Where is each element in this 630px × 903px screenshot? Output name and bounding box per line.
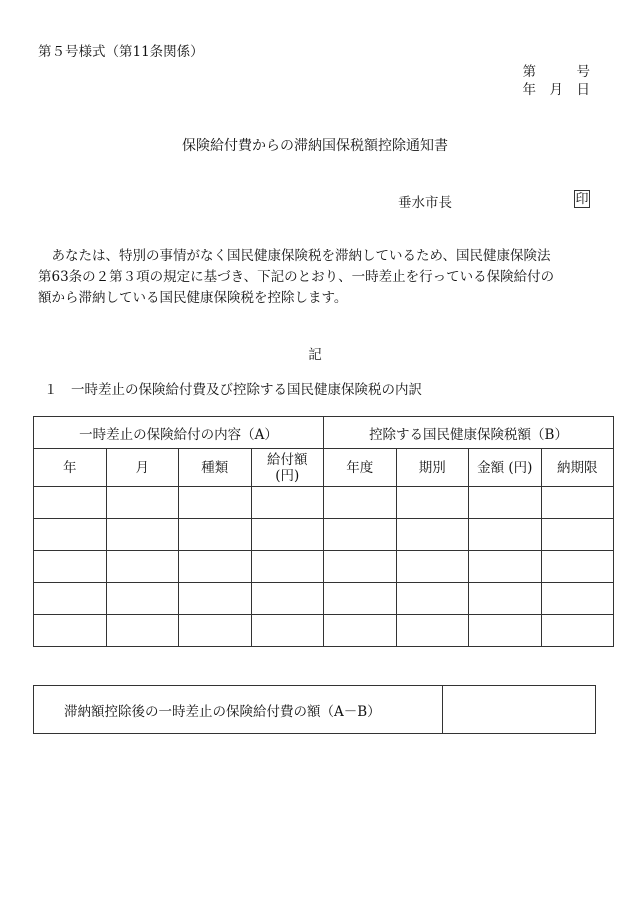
section-heading: １ 一時差止の保険給付費及び控除する国民健康保険税の内訳 bbox=[44, 382, 422, 398]
table-cell bbox=[179, 583, 252, 615]
col-header-amount: 金額 (円) bbox=[469, 449, 542, 487]
notice-body-line: 第63条の２第３項の規定に基づき、下記のとおり、一時差止を行っている保険給付の bbox=[38, 269, 555, 285]
table-column-header-row bbox=[34, 449, 614, 487]
table-cell bbox=[34, 551, 107, 583]
table-cell bbox=[251, 615, 324, 647]
table-row bbox=[34, 487, 614, 519]
col-header-benefit-amount bbox=[251, 449, 324, 487]
table-cell bbox=[34, 487, 107, 519]
table-cell bbox=[324, 583, 397, 615]
table-cell bbox=[541, 583, 614, 615]
table-row bbox=[34, 615, 614, 647]
table-cell bbox=[34, 583, 107, 615]
table-row bbox=[34, 583, 614, 615]
table-cell bbox=[396, 551, 469, 583]
form-number: 第５号様式（第11条関係） bbox=[38, 44, 204, 60]
group-header-b: 控除する国民健康保険税額（B） bbox=[324, 417, 614, 449]
table-cell bbox=[469, 487, 542, 519]
notice-body-line: 額から滞納している国民健康保険税を控除します。 bbox=[38, 290, 348, 306]
table-cell bbox=[324, 487, 397, 519]
summary-table bbox=[33, 685, 596, 734]
document-title: 保険給付費からの滞納国保税額控除通知書 bbox=[182, 138, 448, 154]
col-header-period: 期別 bbox=[396, 449, 469, 487]
table-cell bbox=[324, 519, 397, 551]
table-cell bbox=[179, 551, 252, 583]
document-number: 第 号 bbox=[522, 64, 590, 80]
table-cell bbox=[179, 487, 252, 519]
table-cell bbox=[396, 615, 469, 647]
col-header-due-date: 納期限 bbox=[541, 449, 614, 487]
table-cell bbox=[251, 487, 324, 519]
col-header-benefit-amount-label: 給付額 bbox=[267, 451, 308, 468]
breakdown-table bbox=[33, 416, 614, 647]
table-cell bbox=[469, 519, 542, 551]
table-cell bbox=[251, 583, 324, 615]
table-cell bbox=[541, 551, 614, 583]
table-cell bbox=[34, 519, 107, 551]
table-cell bbox=[251, 519, 324, 551]
table-cell bbox=[34, 615, 107, 647]
document-date: 年 月 日 bbox=[522, 82, 590, 98]
table-cell bbox=[106, 519, 179, 551]
table-cell bbox=[469, 551, 542, 583]
table-cell bbox=[106, 615, 179, 647]
table-cell bbox=[396, 583, 469, 615]
table-cell bbox=[324, 551, 397, 583]
col-header-benefit-amount-unit: (円) bbox=[275, 467, 300, 484]
table-cell bbox=[469, 615, 542, 647]
table-cell bbox=[106, 583, 179, 615]
table-cell bbox=[251, 551, 324, 583]
notice-body bbox=[38, 246, 596, 309]
table-cell bbox=[541, 519, 614, 551]
col-header-type: 種類 bbox=[179, 449, 252, 487]
group-header-a: 一時差止の保険給付の内容（A） bbox=[34, 417, 324, 449]
table-cell bbox=[541, 615, 614, 647]
summary-value bbox=[443, 686, 596, 734]
seal-mark: 印 bbox=[575, 192, 589, 207]
notice-body-line: あなたは、特別の事情がなく国民健康保険税を滞納しているため、国民健康保険法 bbox=[38, 248, 551, 264]
table-cell bbox=[396, 487, 469, 519]
col-header-year: 年 bbox=[34, 449, 107, 487]
table-row bbox=[34, 519, 614, 551]
summary-label: 滞納額控除後の一時差止の保険給付費の額（A－B） bbox=[34, 686, 443, 734]
table-cell bbox=[179, 615, 252, 647]
summary-row bbox=[34, 686, 596, 734]
ki-heading: 記 bbox=[308, 347, 322, 363]
table-cell bbox=[469, 583, 542, 615]
table-cell bbox=[396, 519, 469, 551]
table-group-header-row bbox=[34, 417, 614, 449]
table-cell bbox=[106, 551, 179, 583]
table-row bbox=[34, 551, 614, 583]
table-cell bbox=[106, 487, 179, 519]
table-cell bbox=[179, 519, 252, 551]
table-cell bbox=[541, 487, 614, 519]
col-header-fiscal-year: 年度 bbox=[324, 449, 397, 487]
col-header-month: 月 bbox=[106, 449, 179, 487]
issuer-name: 垂水市長 bbox=[398, 195, 452, 211]
table-cell bbox=[324, 615, 397, 647]
